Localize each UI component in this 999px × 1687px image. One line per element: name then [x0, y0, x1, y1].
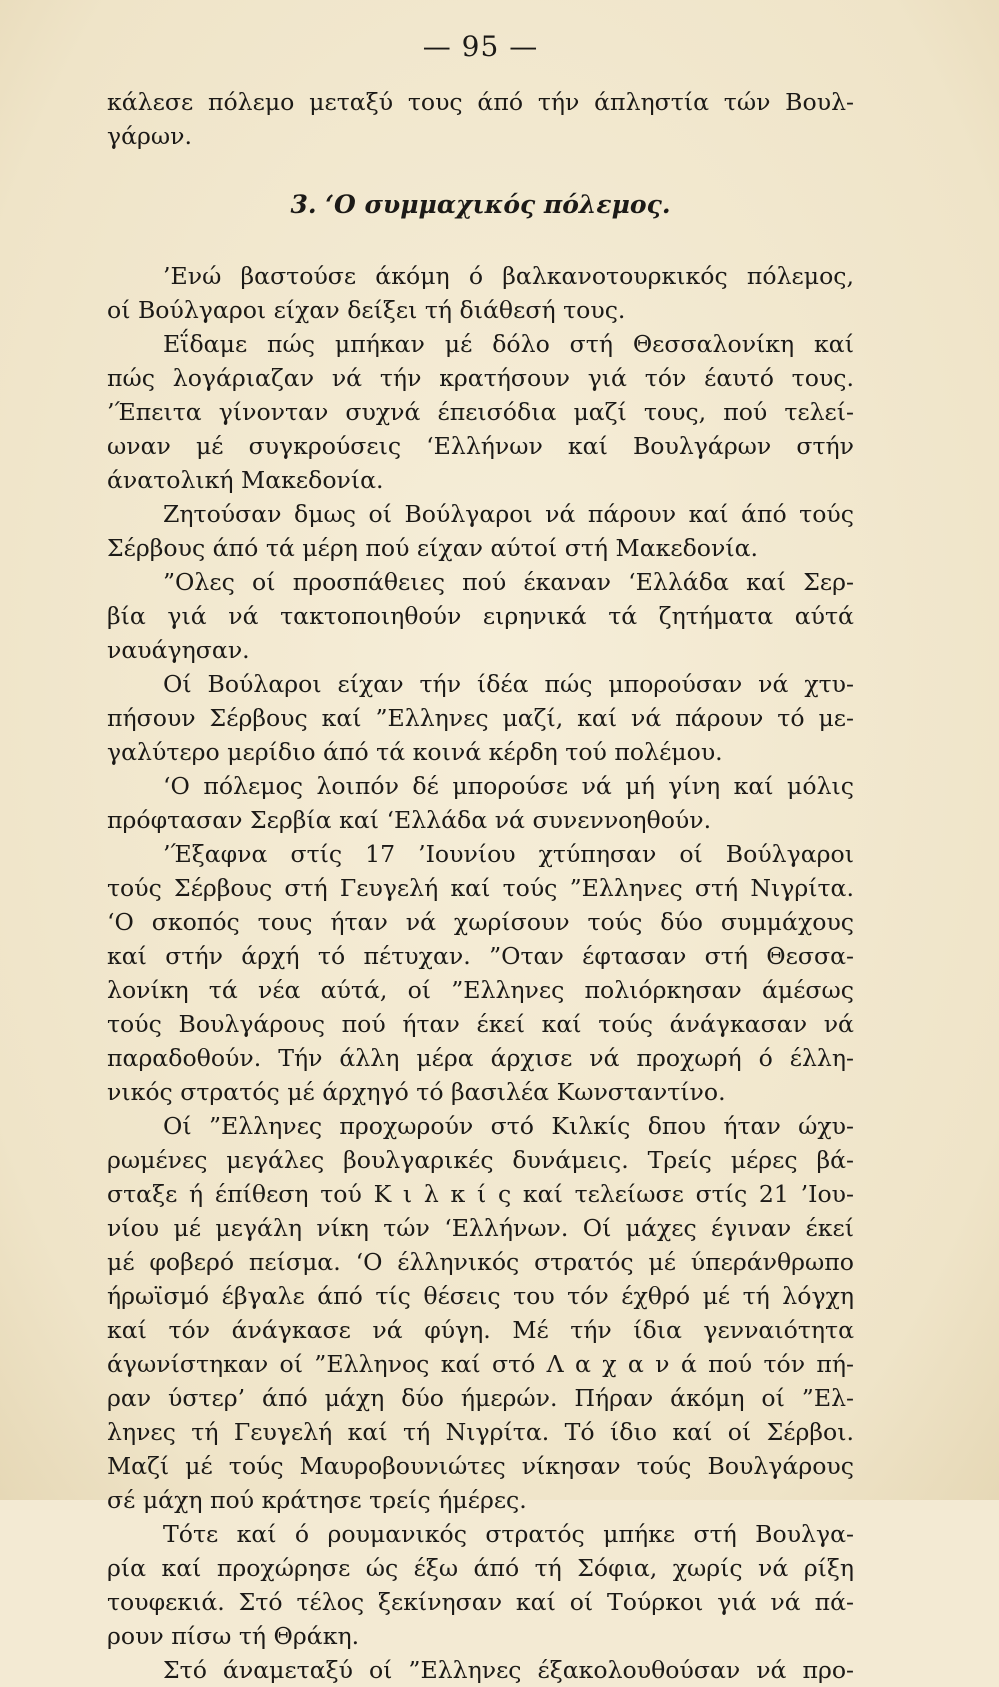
- text-line: ληνες τή Γευγελή καί τή Νιγρίτα. Τό ίδιο καί οί Σέρβοι.: [107, 1418, 854, 1446]
- text-line: καί τόν άνάγκασε νά φύγη. Μέ τήν ίδια γενναιότητα: [107, 1316, 854, 1344]
- text-line: παραδοθούν. Τήν άλλη μέρα άρχισε νά προχωρή ό έλλη-: [107, 1044, 854, 1072]
- text-line: καί στήν άρχή τό πέτυχαν. ”Οταν έφτασαν στή Θεσσα-: [107, 942, 854, 970]
- text-line: οί Βούλγαροι είχαν δείξει τή διάθεσή τους.: [107, 296, 626, 324]
- page-number: — 95 —: [422, 30, 539, 63]
- text-line: πρόφτασαν Σερβία καί ‘Ελλάδα νά συνεννοηθούν.: [107, 806, 712, 834]
- text-line: άνατολική Μακεδονία.: [107, 466, 384, 494]
- paragraph: [107, 667, 854, 769]
- text-line: γάρων.: [107, 122, 192, 150]
- text-line: ’Ενώ βαστούσε άκόμη ό βαλκανοτουρκικός πόλεμος,: [163, 262, 854, 290]
- text-line: ’Έπειτα γίνονταν συχνά έπεισόδια μαζί τους, πού τελεί-: [107, 398, 854, 426]
- text-line: άγωνίστηκαν οί ”Ελληνος καί στό Λ α χ α ν ά πού τόν πή-: [107, 1350, 854, 1378]
- text-line: τουφεκιά. Στό τέλος ξεκίνησαν καί οί Τούρκοι γιά νά πά-: [107, 1588, 854, 1616]
- text-line: ρωμένες μεγάλες βουλγαρικές δυνάμεις. Τρείς μέρες βά-: [107, 1146, 854, 1174]
- text-line: γαλύτερο μερίδιο άπό τά κοινά κέρδη τού πολέμου.: [107, 738, 723, 766]
- paragraph: [107, 1653, 854, 1687]
- text-line: τούς Σέρβους στή Γευγελή καί τούς ”Ελληνες στή Νιγρίτα.: [107, 874, 854, 902]
- text-line: πήσουν Σέρβους καί ”Ελληνες μαζί, καί νά πάρουν τό με-: [107, 704, 854, 732]
- text-line: Οί Βούλαροι είχαν τήν ίδέα πώς μπορούσαν νά χτυ-: [163, 670, 854, 698]
- text-line: Οί ”Ελληνες προχωρούν στό Κιλκίς δπου ήταν ώχυ-: [163, 1112, 854, 1140]
- text-line: κάλεσε πόλεμο μεταξύ τους άπό τήν άπληστία τών Βουλ-: [107, 88, 854, 116]
- paragraph: [107, 1109, 854, 1517]
- text-line: ‘Ο σκοπός τους ήταν νά χωρίσουν τούς δύο συμμάχους: [107, 908, 854, 936]
- text-line: ναυάγησαν.: [107, 636, 250, 664]
- intro-paragraph: [107, 85, 854, 153]
- paragraph: [107, 497, 854, 565]
- text-line: ωναν μέ συγκρούσεις ‘Ελλήνων καί Βουλγάρων στήν: [107, 432, 854, 460]
- text-line: βία γιά νά τακτοποιηθούν ειρηνικά τά ζητήματα αύτά: [107, 602, 854, 630]
- paragraph: [107, 769, 854, 837]
- text-line: μέ φοβερό πείσμα. ‘Ο έλληνικός στρατός μέ ύπεράνθρωπο: [107, 1248, 854, 1276]
- text-line: ρία καί προχώρησε ώς έξω άπό τή Σόφια, χωρίς νά ρίξη: [107, 1554, 854, 1582]
- paragraph: [107, 259, 854, 327]
- text-line: Εΐδαμε πώς μπήκαν μέ δόλο στή Θεσσαλονίκη καί: [163, 330, 854, 358]
- text-line: νίου μέ μεγάλη νίκη τών ‘Ελλήνων. Οί μάχες έγιναν έκεί: [107, 1214, 854, 1242]
- text-line: λονίκη τά νέα αύτά, οί ”Ελληνες πολιόρκησαν άμέσως: [107, 976, 854, 1004]
- text-line: Στό άναμεταξύ οί ”Ελληνες έξακολουθούσαν νά προ-: [163, 1656, 854, 1684]
- text-line: νικός στρατός μέ άρχηγό τό βασιλέα Κωνσταντίνο.: [107, 1078, 726, 1106]
- text-line: Σέρβους άπό τά μέρη πού είχαν αύτοί στή Μακεδονία.: [107, 534, 759, 562]
- text-line: Μαζί μέ τούς Μαυροβουνιώτες νίκησαν τούς Βουλγάρους: [107, 1452, 854, 1480]
- text-line: ’Έξαφνα στίς 17 ’Ιουνίου χτύπησαν οί Βούλγαροι: [163, 840, 854, 868]
- section-heading: 3. ‘Ο συμμαχικός πόλεμος.: [290, 190, 671, 219]
- text-line: πώς λογάριαζαν νά τήν κρατήσουν γιά τόν έαυτό τους.: [107, 364, 854, 392]
- text-line: Ζητούσαν δμως οί Βούλγαροι νά πάρουν καί άπό τούς: [163, 500, 854, 528]
- text-line: ”Ολες οί προσπάθειες πού έκαναν ‘Ελλάδα καί Σερ-: [163, 568, 854, 596]
- text-line: σέ μάχη πού κράτησε τρείς ήμέρες.: [107, 1486, 527, 1514]
- text-line: ήρωϊσμό έβγαλε άπό τίς θέσεις του τόν έχθρό μέ τή λόγχη: [107, 1282, 854, 1310]
- text-line: ραν ύστερ’ άπό μάχη δύο ήμερών. Πήραν άκόμη οί ”Ελ-: [107, 1384, 854, 1412]
- text-line: Τότε καί ό ρουμανικός στρατός μπήκε στή Βουλγα-: [163, 1520, 854, 1548]
- text-line: ρουν πίσω τή Θράκη.: [107, 1622, 360, 1650]
- text-line: σταξε ή έπίθεση τού Κ ι λ κ ί ς καί τελείωσε στίς 21 ’Ιου-: [107, 1180, 854, 1208]
- paragraph: [107, 565, 854, 667]
- paragraph: [107, 837, 854, 1109]
- paragraph: [107, 1517, 854, 1653]
- text-line: τούς Βουλγάρους πού ήταν έκεί καί τούς άνάγκασαν νά: [107, 1010, 854, 1038]
- paragraph: [107, 327, 854, 497]
- text-line: ‘Ο πόλεμος λοιπόν δέ μπορούσε νά μή γίνη καί μόλις: [163, 772, 854, 800]
